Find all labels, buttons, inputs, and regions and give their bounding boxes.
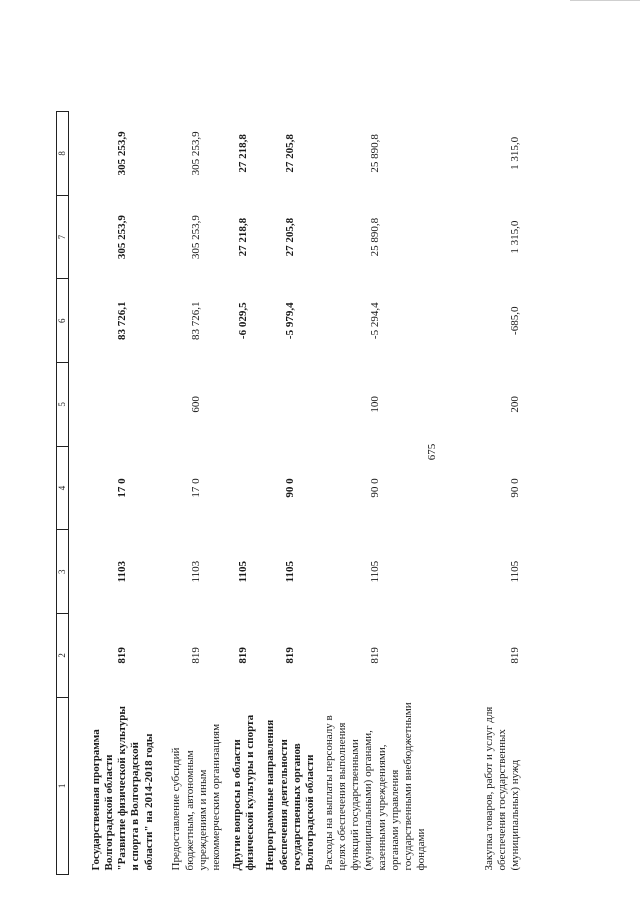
spacer-cell: [68, 112, 79, 875]
table-row: [227, 112, 261, 875]
row-c7: 305 253,9: [190, 215, 203, 260]
header-col-4: 4: [57, 446, 69, 530]
row-name: Другие вопросы в области физической культуры и спорта: [230, 714, 256, 871]
row-c2: 819: [190, 647, 203, 664]
row-c5: [261, 363, 321, 447]
row-name: Государственная программа Волгоградской области "Развитие физической культуры и спорта в Волгоградской области" на 2014-2018 годы: [89, 706, 155, 871]
row-c3: 1105: [284, 561, 297, 583]
row-c5: 600: [190, 396, 203, 413]
row-c8: 27 218,8: [237, 134, 250, 173]
row-c8: 305 253,9: [190, 131, 203, 176]
row-c2: 819: [284, 647, 297, 664]
header-col-7: 7: [57, 195, 69, 279]
row-c7: 25 890,8: [368, 217, 381, 257]
row-c5: [79, 363, 167, 447]
row-c2: 819: [116, 647, 129, 664]
table-spacer-row: [68, 112, 79, 875]
row-c2: 819: [509, 647, 522, 664]
row-c2: 819: [368, 647, 381, 664]
row-c5: [227, 363, 261, 447]
page-number: 675: [426, 443, 438, 461]
row-c6: 83 726,1: [116, 301, 129, 340]
row-c3: 1105: [509, 560, 522, 583]
header-col-5: 5: [57, 363, 69, 447]
row-c8: 305 253,9: [116, 131, 129, 176]
row-c4: 90 0: [368, 478, 381, 498]
row-name: Закупка товаров, работ и услуг для обеспечения государственных (муниципальных) нужд: [482, 706, 522, 871]
header-col-2: 2: [57, 614, 69, 698]
scan-edge-mark: [570, 0, 640, 1]
header-col-8: 8: [57, 112, 69, 196]
row-c8: 1 315,0: [509, 136, 522, 170]
table-row: [321, 112, 431, 875]
row-c4: 90 0: [284, 478, 297, 498]
row-c7: 27 218,8: [237, 217, 250, 257]
row-c3: 1105: [237, 561, 250, 583]
row-name: Предоставление субсидий бюджетным, автономным учреждениям и иным некоммерческим организациям: [170, 723, 222, 871]
row-c4: 90 0: [509, 478, 522, 498]
row-c8: 27 205,8: [284, 134, 297, 173]
row-c3: 1103: [190, 560, 203, 583]
row-c6: 83 726,1: [190, 301, 203, 340]
row-c4: 17 0: [190, 478, 203, 498]
row-c5: 200: [509, 396, 522, 413]
row-c6: -5 979,4: [284, 302, 297, 340]
table-header-row: [57, 112, 69, 875]
row-c3: 1103: [116, 561, 129, 583]
header-col-1: 1: [57, 697, 69, 874]
table-row: [261, 112, 321, 875]
row-c7: 27 205,8: [284, 217, 297, 257]
row-c6: -6 029,5: [237, 302, 250, 340]
table-row: [79, 112, 167, 875]
row-name: Непрограммные направления обеспечения деятельности государственных органов Волгоградской области: [264, 719, 316, 871]
row-name: Расходы на выплаты персоналу в целях обеспечения выполнения функций государственными (муниципальными) органами, казенными учреждениями, органами управления государственными внебюджетными фондами: [322, 702, 428, 871]
row-c3: 1105: [368, 560, 381, 583]
table-row: [430, 112, 524, 875]
header-col-6: 6: [57, 279, 69, 363]
row-c8: 25 890,8: [368, 134, 381, 173]
row-c2: 819: [237, 647, 250, 664]
row-c6: -685,0: [509, 306, 522, 335]
row-c7: 1 315,0: [509, 220, 522, 254]
row-c5: 100: [368, 396, 381, 413]
row-c4: 17 0: [116, 478, 129, 498]
table-row: [167, 112, 227, 875]
budget-table: [56, 111, 524, 875]
row-c7: 305 253,9: [116, 215, 129, 260]
rotated-content: [56, 55, 556, 875]
row-c6: -5 294,4: [368, 302, 381, 340]
header-col-3: 3: [57, 530, 69, 614]
row-c4: [227, 446, 261, 530]
